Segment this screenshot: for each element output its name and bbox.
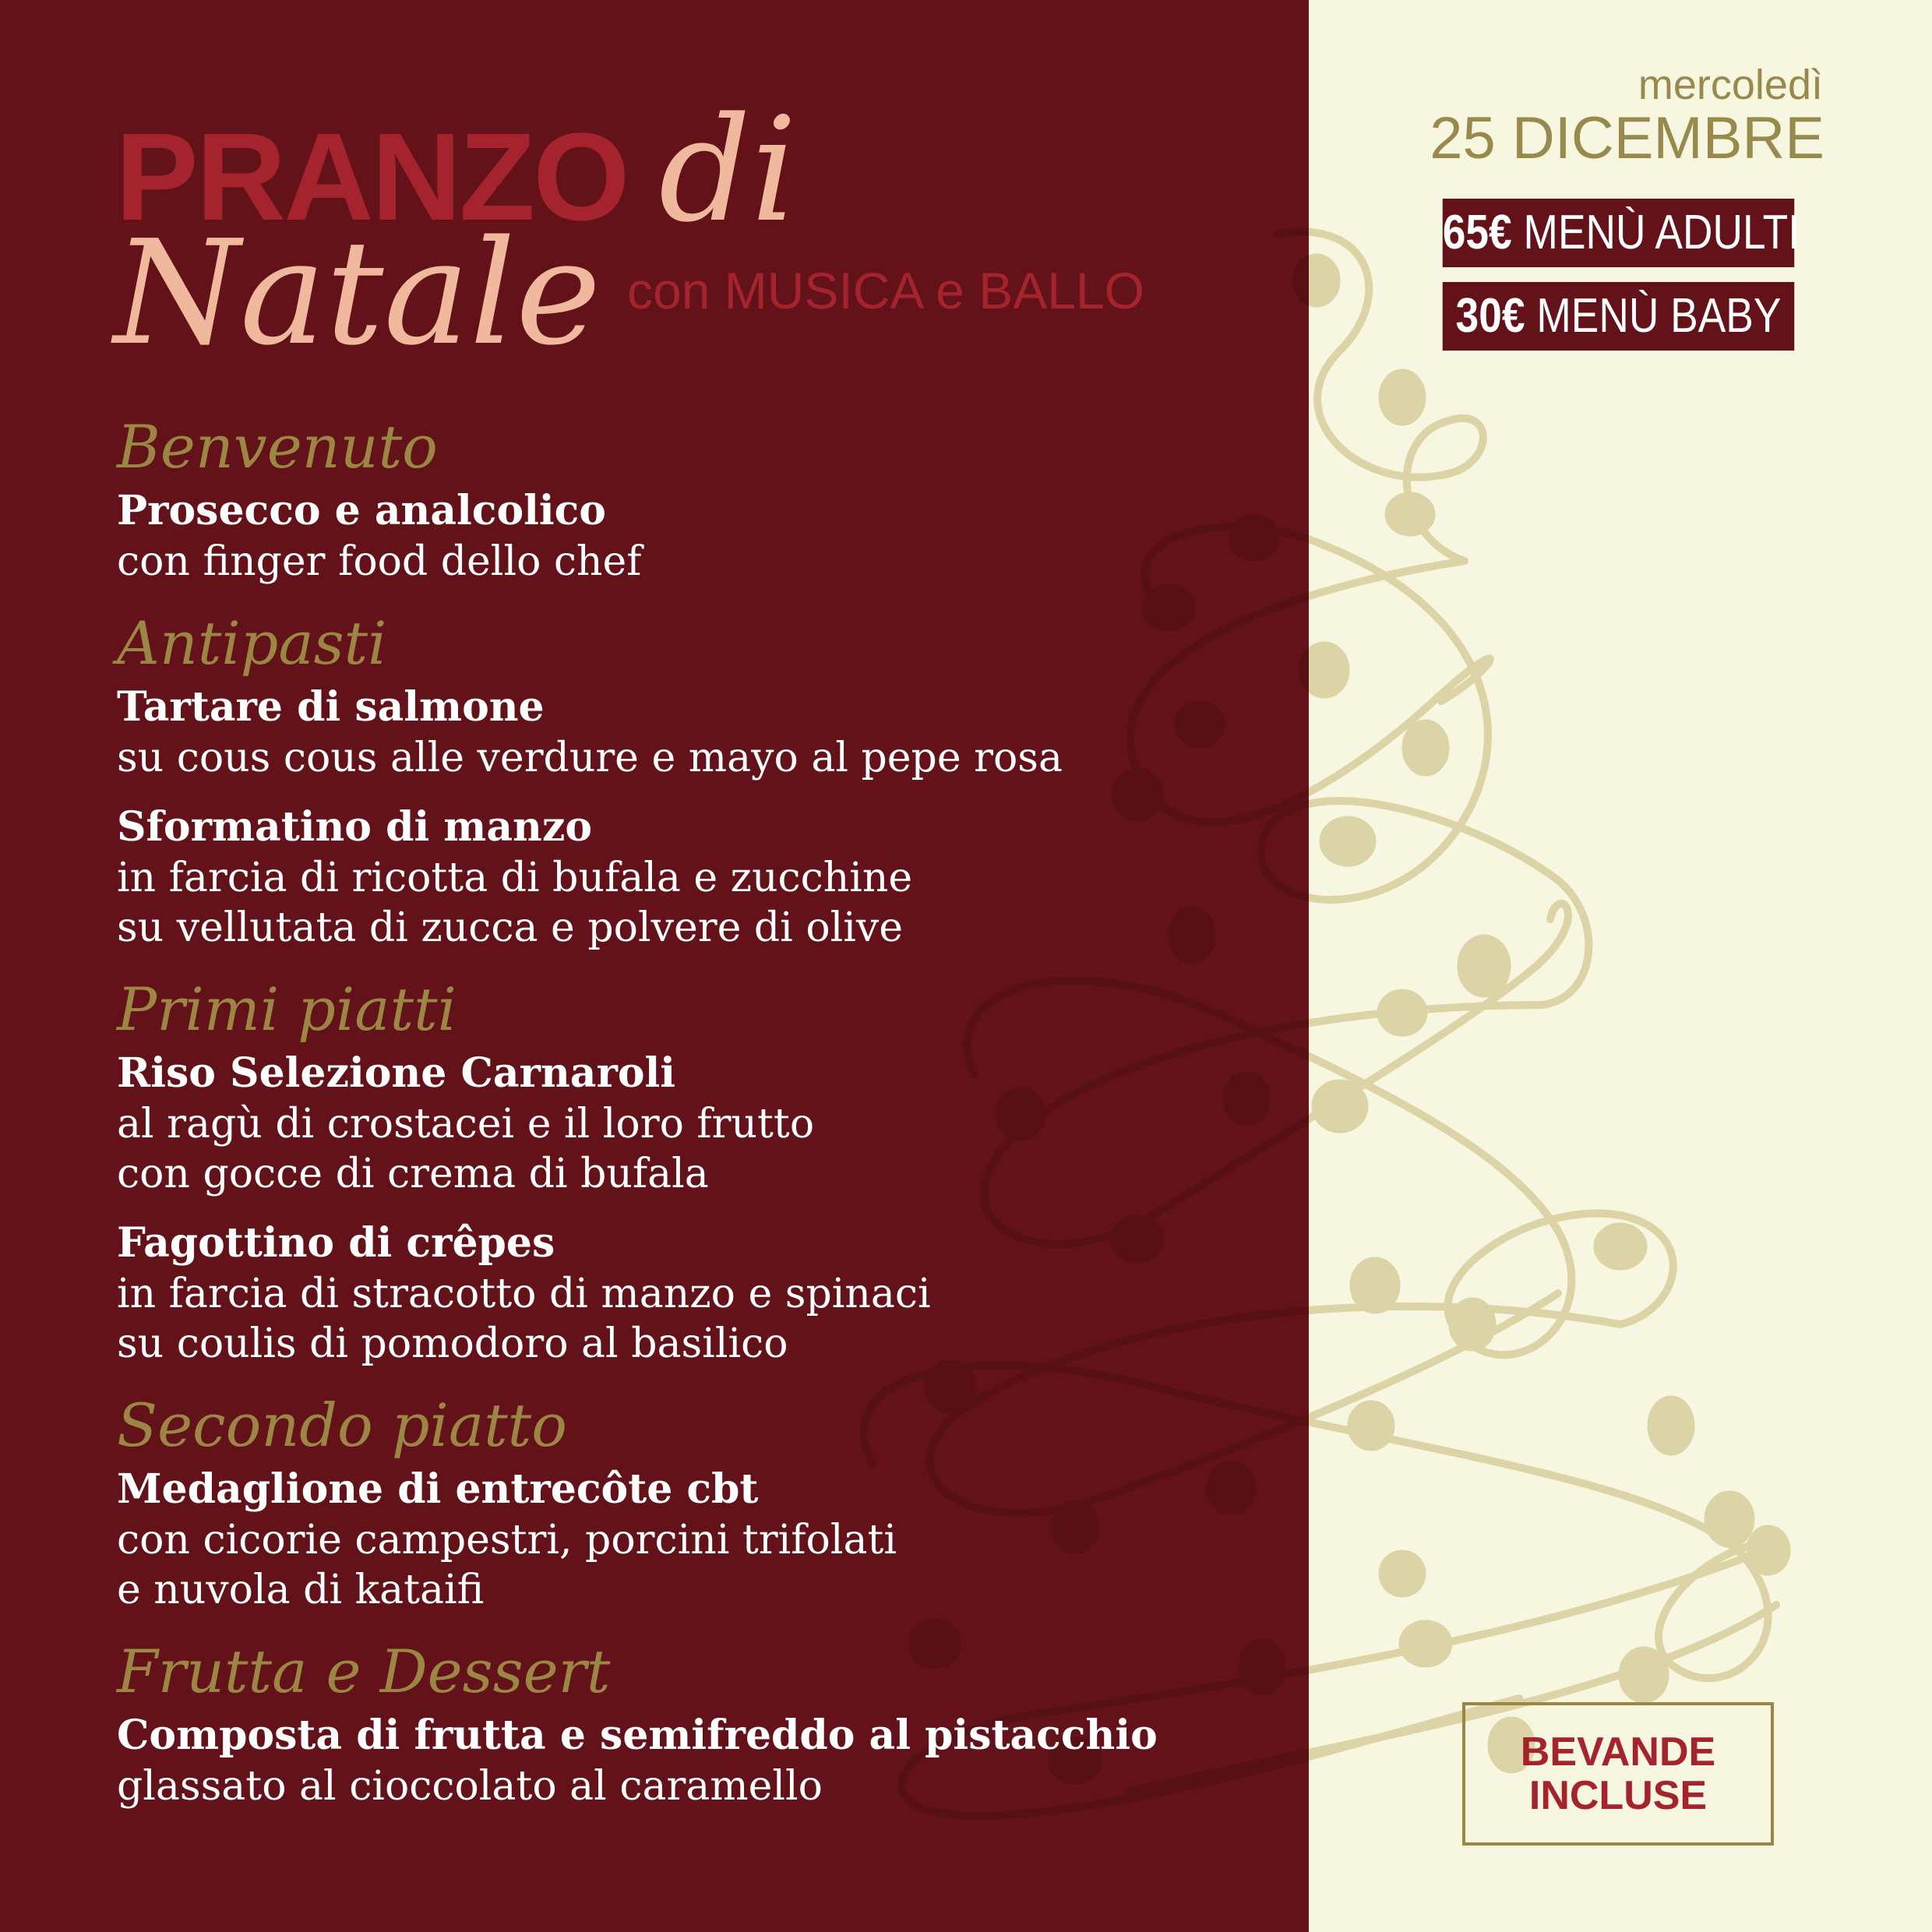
dish-name: Riso Selezione Carnaroli: [117, 1049, 676, 1097]
dish-description: al ragù di crostacei e il loro frutto: [117, 1101, 815, 1148]
section-title: Secondo piatto: [117, 1391, 567, 1460]
dish-item: [117, 1048, 1270, 1199]
dish-item: [117, 802, 1270, 953]
dish-name: Sformatino di manzo: [117, 803, 593, 851]
title-pranzo: PRANZO: [115, 107, 628, 246]
menu-section-primi: [117, 971, 1270, 1369]
title-natale: Natale: [114, 209, 601, 377]
dish-name: Composta di frutta e semifreddo al pistacchio: [117, 1712, 1158, 1759]
event-weekday: mercoledì: [1638, 62, 1823, 108]
dish-name: Prosecco e analcolico: [117, 487, 606, 534]
price-badge-adults: [1442, 199, 1800, 267]
dish-description: con gocce di crema di bufala: [117, 1151, 709, 1197]
price-badge-baby: [1443, 282, 1795, 351]
dish-item: [117, 1464, 1270, 1615]
page-subtitle: con MUSICA e BALLO: [627, 262, 1144, 319]
price-amount: 30€: [1455, 289, 1525, 343]
dish-description: in farcia di stracotto di manzo e spinaci: [117, 1271, 931, 1317]
price-label: MENÙ BABY: [1536, 289, 1782, 343]
menu-list: [117, 409, 1270, 1830]
section-title: Benvenuto: [117, 412, 438, 481]
drinks-included-badge: [1462, 1702, 1774, 1846]
dish-item: [117, 1710, 1270, 1811]
dish-description: e nuvola di kataifi: [117, 1567, 485, 1613]
menu-section-dessert: [117, 1634, 1270, 1811]
dish-description: con cicorie campestri, porcini trifolati: [117, 1517, 897, 1564]
menu-section-benvenuto: [117, 409, 1270, 587]
dish-description: glassato al cioccolato al caramello: [117, 1763, 823, 1810]
dish-item: [117, 485, 1270, 587]
dish-name: Tartare di salmone: [117, 683, 545, 731]
badge-line: BEVANDE: [1520, 1729, 1716, 1775]
section-title: Frutta e Dessert: [117, 1637, 611, 1706]
menu-section-secondo: [117, 1387, 1270, 1615]
dish-name: Fagottino di crêpes: [117, 1219, 555, 1267]
event-date: 25 DICEMBRE: [1430, 105, 1824, 171]
section-title: Primi piatti: [117, 975, 457, 1044]
price-label: MENÙ ADULTI: [1523, 206, 1800, 259]
dish-description: su coulis di pomodoro al basilico: [117, 1320, 788, 1367]
section-title: Antipasti: [117, 608, 387, 678]
badge-line: INCLUSE: [1528, 1773, 1708, 1818]
dish-name: Medaglione di entrecôte cbt: [117, 1465, 759, 1513]
dish-description: su vellutata di zucca e polvere di olive: [117, 904, 904, 951]
dish-description: in farcia di ricotta di bufala e zucchine: [117, 855, 913, 901]
menu-section-antipasti: [117, 605, 1270, 953]
dish-item: [117, 682, 1270, 783]
price-amount: 65€: [1442, 206, 1512, 259]
title-di: di: [658, 86, 798, 254]
dish-description: con finger food dello chef: [117, 538, 642, 585]
dish-item: [117, 1218, 1270, 1369]
dish-description: su cous cous alle verdure e mayo al pepe rosa: [117, 735, 1063, 781]
